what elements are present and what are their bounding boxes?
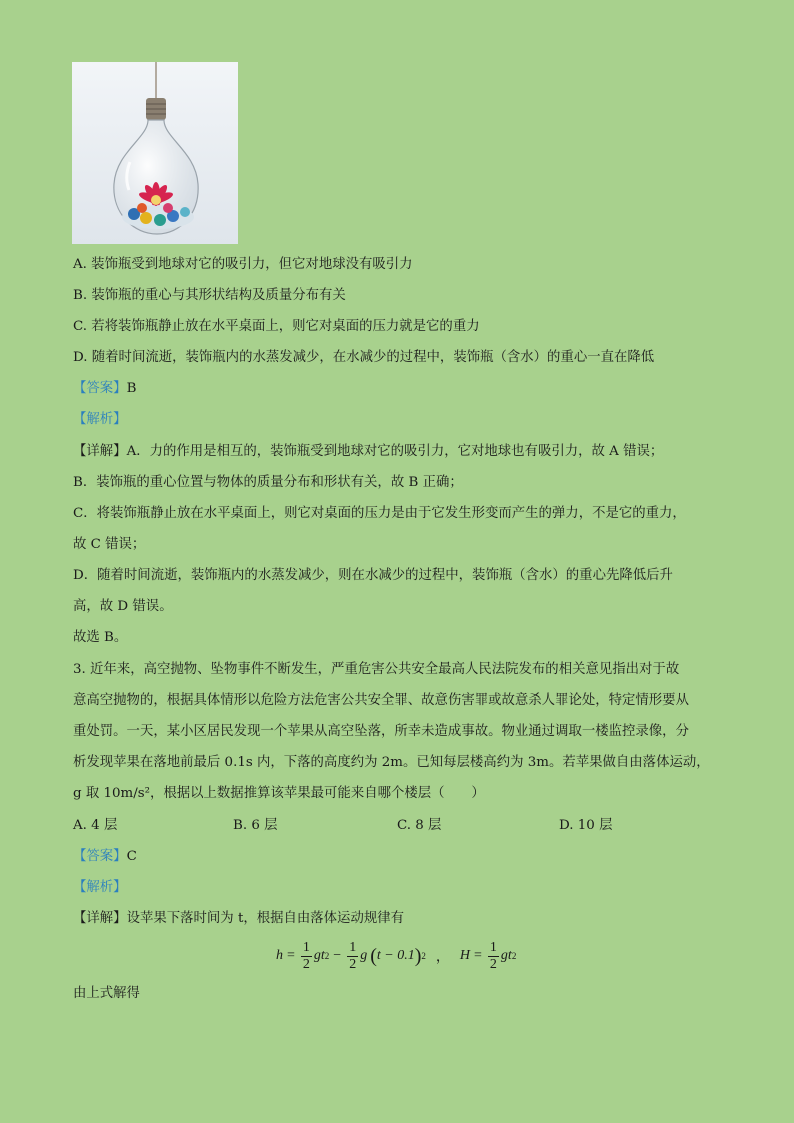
formula-eq-1: = bbox=[287, 948, 295, 963]
formula-sq-1: 2 bbox=[324, 951, 330, 961]
q3-analysis-tag bbox=[73, 878, 127, 898]
detail-tag: 【详解】 bbox=[73, 444, 127, 459]
q3-stem-4: 析发现苹果在落地前最后 0.1s 内，下落的高度约为 2m。已知每层楼高约为 3m。若苹果做自由落体运动， bbox=[73, 755, 710, 770]
q3-analysis-label: 【解析】 bbox=[73, 880, 127, 895]
detail-line-5: D．随着时间流逝，装饰瓶内的水蒸发减少，则在水减少的过程中，装饰瓶（含水）的重心先降低后升 bbox=[73, 568, 673, 583]
formula-minus: − bbox=[333, 948, 342, 963]
formula-comma: ， bbox=[435, 950, 450, 965]
answer-tag: 【答案】 bbox=[73, 381, 127, 396]
formula-den-1: 2 bbox=[302, 956, 310, 972]
q3-answer-value: C bbox=[126, 849, 137, 864]
q3-stem-1: 3. 近年来，高空抛物、坠物事件不断发生，严重危害公共安全最高人民法院发布的相关意见指出对于故 bbox=[73, 662, 680, 677]
q3-option-a: A. 4 层 bbox=[73, 818, 118, 833]
detail-line-3: C．将装饰瓶静止放在水平桌面上，则它对桌面的压力是由于它发生形变而产生的弹力，不是它的重力， bbox=[73, 506, 686, 521]
formula-half-2 bbox=[347, 940, 358, 973]
detail-text-1: A．力的作用是相互的，装饰瓶受到地球对它的吸引力，它对地球也有吸引力，故 A 错误； bbox=[126, 444, 664, 459]
conclusion: 故选 B。 bbox=[73, 630, 128, 645]
formula-den-2: 2 bbox=[349, 956, 357, 972]
option-c: C. 若将装饰瓶静止放在水平桌面上，则它对桌面的压力就是它的重力 bbox=[73, 319, 480, 334]
detail-line-1 bbox=[73, 442, 663, 462]
formula-h: h bbox=[276, 948, 283, 963]
free-fall-formula: h = $\frac{1}{2}$ gt 2 − $\frac{1}{2}$ g ( t − 0.1 ) 2 ， H = $\frac{1}{2}$ gt 2 bbox=[276, 939, 517, 972]
answer-line bbox=[73, 379, 136, 399]
formula-sq-2: 2 bbox=[421, 951, 426, 961]
option-b: B. 装饰瓶的重心与其形状结构及质量分布有关 bbox=[73, 288, 346, 303]
option-d: D. 随着时间流逝，装饰瓶内的水蒸发减少，在水减少的过程中，装饰瓶（含水）的重心一直在降低 bbox=[73, 350, 655, 365]
q3-option-c: C. 8 层 bbox=[397, 818, 442, 833]
formula-eq-2: = bbox=[474, 948, 482, 963]
formula-den-3: 2 bbox=[489, 956, 497, 972]
formula-num-1: 1 bbox=[302, 939, 310, 955]
formula-num-3: 1 bbox=[489, 939, 497, 955]
formula-inner: t − 0.1 bbox=[376, 948, 415, 963]
formula-gt-1: gt bbox=[313, 948, 325, 963]
formula-num-2: 1 bbox=[349, 939, 357, 955]
q3-detail-text: 设苹果下落时间为 t，根据自由落体运动规律有 bbox=[126, 911, 405, 926]
detail-line-6: 高，故 D 错误。 bbox=[73, 599, 173, 614]
formula-gt-2: gt bbox=[500, 948, 512, 963]
answer-value: B bbox=[126, 381, 137, 396]
q3-stem-3: 重处罚。一天，某小区居民发现一个苹果从高空坠落，所幸未造成事故。物业通过调取一楼监控录像，分 bbox=[73, 724, 689, 739]
formula-sq-3: 2 bbox=[511, 951, 517, 961]
formula-H: H bbox=[459, 948, 471, 963]
q3-detail-tag: 【详解】 bbox=[73, 911, 127, 926]
formula-half-3 bbox=[488, 940, 499, 973]
formula-g: g bbox=[360, 948, 368, 963]
q3-stem-2: 意高空抛物的，根据具体情形以危险方法危害公共安全罪、故意伤害罪或故意杀人罪论处，特定情形要从 bbox=[73, 693, 689, 708]
q3-answer-tag: 【答案】 bbox=[73, 849, 127, 864]
detail-line-2: B．装饰瓶的重心位置与物体的质量分布和形状有关，故 B 正确； bbox=[73, 475, 463, 490]
formula-half-1 bbox=[301, 940, 312, 973]
q3-answer-line bbox=[73, 847, 137, 867]
q3-detail-line bbox=[73, 909, 404, 929]
detail-line-4: 故 C 错误； bbox=[73, 537, 146, 552]
analysis-tag bbox=[73, 410, 127, 430]
q3-option-b: B. 6 层 bbox=[233, 818, 278, 833]
q3-stem-5: g 取 10m/s²，根据以上数据推算该苹果最可能来自哪个楼层（ ） bbox=[73, 786, 485, 801]
q3-after-formula: 由上式解得 bbox=[73, 986, 140, 1001]
light-bulb-vase-photo bbox=[72, 62, 238, 244]
q3-option-d: D. 10 层 bbox=[559, 818, 613, 833]
option-a: A. 装饰瓶受到地球对它的吸引力，但它对地球没有吸引力 bbox=[73, 257, 413, 272]
analysis-label: 【解析】 bbox=[73, 412, 127, 427]
